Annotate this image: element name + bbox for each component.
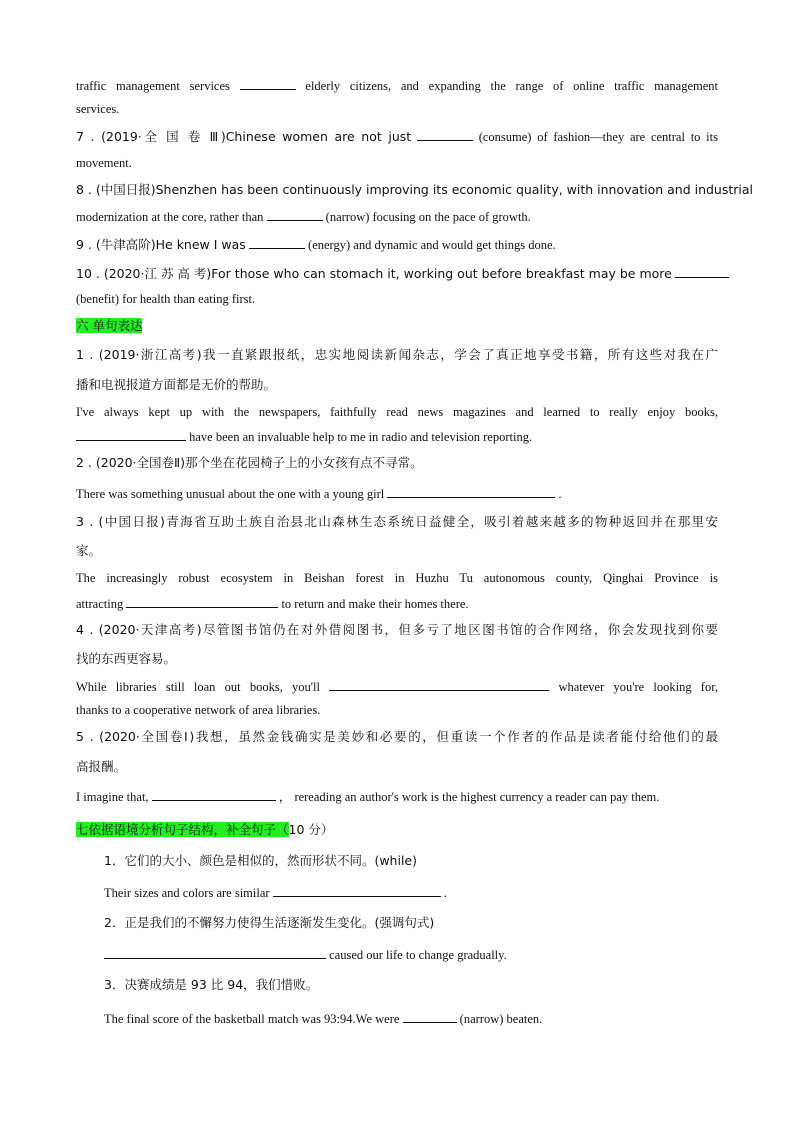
sentence-4-en (76, 678, 718, 695)
text: have been an invaluable help to me in radio and television reporting. (189, 430, 533, 444)
text: modernization at the core, rather than (76, 210, 264, 224)
sentence-2-zh: 2 . (2020·全国卷Ⅱ)那个坐在花园椅子上的小女孩有点不寻常。 (76, 455, 423, 470)
text: There was something unusual about the one with a young girl (76, 487, 385, 501)
text: elderly citizens, and expanding the range of online traffic management (305, 79, 719, 93)
section-6-heading (76, 318, 718, 334)
text: to return and make their homes there. (281, 597, 469, 611)
text: traffic management services (76, 79, 230, 93)
task-3-en (104, 1010, 718, 1027)
line-2: services. (76, 102, 120, 116)
answer-blank[interactable] (152, 788, 276, 801)
text: ， (278, 790, 292, 804)
answer-blank[interactable] (403, 1010, 457, 1023)
answer-blank[interactable] (329, 678, 549, 691)
sentence-4-zh: 4 . (2020·天津高考)尽管图书馆仍在对外借阅图书，但多亏了地区图书馆的合作网络，你会发现找到你要 (76, 622, 718, 637)
text: . (443, 886, 447, 900)
sentence-5-zh-cont: 高报酬。 (76, 759, 127, 774)
task-1-en (104, 884, 718, 901)
text: whatever you're looking for, (558, 680, 719, 694)
text: I imagine that, (76, 790, 149, 804)
answer-blank[interactable] (126, 595, 278, 608)
sentence-5-en (76, 788, 718, 805)
sentence-4-en-cont: thanks to a cooperative network of area libraries. (76, 703, 321, 717)
text: The final score of the basketball match was 93:94.We were (104, 1012, 400, 1026)
sentence-3-en: The increasingly robust ecosystem in Beishan forest in Huzhu Tu autonomous county, Qinghai Province is (76, 571, 718, 585)
section-score: 10 分） (288, 822, 334, 837)
question-10 (76, 265, 718, 282)
sentence-1-en-cont (76, 428, 718, 445)
answer-blank[interactable] (273, 884, 441, 897)
answer-blank[interactable] (76, 428, 186, 441)
sentence-3-zh-cont: 家。 (76, 543, 102, 558)
task-3-zh: 3．决赛成绩是 93 比 94，我们惜败。 (104, 977, 319, 992)
answer-blank[interactable] (417, 128, 473, 141)
task-2-en (104, 946, 718, 963)
answer-blank[interactable] (249, 236, 305, 249)
sentence-5-zh: 5 . (2020·全国卷Ⅰ)我想，虽然金钱确实是美妙和必要的，但重读一个作者的作品是读者能付给他们的最 (76, 729, 718, 744)
text: rereading an author's work is the highest currency a reader can pay them. (294, 790, 660, 804)
sentence-2-en (76, 485, 718, 502)
answer-blank[interactable] (387, 485, 555, 498)
sentence-1-zh: 1 . (2019·浙江高考)我一直紧跟报纸，忠实地阅读新闻杂志，学会了真正地享受书籍，所有这些对我在广 (76, 347, 718, 362)
answer-blank[interactable] (267, 208, 323, 221)
question-7-cont: movement. (76, 156, 132, 170)
text: . (558, 487, 562, 501)
line-1 (76, 77, 718, 94)
answer-blank[interactable] (675, 265, 729, 278)
sentence-4-zh-cont: 找的东西更容易。 (76, 651, 177, 666)
sentence-1-zh-cont: 播和电视报道方面都是无价的帮助。 (76, 377, 277, 392)
text: 7 . (2019·全 国 卷 Ⅲ)Chinese women are not just (76, 129, 412, 144)
text: (consume) of fashion—they are central to its (478, 130, 718, 144)
question-8: 8 . (中国日报)Shenzhen has been continuously improving its economic quality, with innovation and industrial (76, 182, 754, 197)
section-title: 六 单句表达 (76, 318, 143, 333)
task-2-zh: 2．正是我们的不懈努力使得生活逐渐发生变化。(强调句式) (104, 915, 435, 930)
section-7-heading (76, 822, 718, 838)
section-title: 七依据语境分析句子结构，补全句子（ (76, 822, 289, 837)
text: caused our life to change gradually. (329, 948, 507, 962)
sentence-3-zh: 3 . (中国日报)青海省互助土族自治县北山森林生态系统日益健全，吸引着越来越多的物种返回并在那里安 (76, 514, 718, 529)
question-7 (76, 128, 718, 145)
question-8-cont (76, 208, 718, 225)
sentence-3-en-cont (76, 595, 718, 612)
text: While libraries still loan out books, you'll (76, 680, 320, 694)
task-1-zh: 1．它们的大小、颜色是相似的，然而形状不同。(while) (104, 853, 417, 868)
answer-blank[interactable] (240, 77, 296, 90)
question-9 (76, 236, 718, 253)
answer-blank[interactable] (104, 946, 326, 959)
text: attracting (76, 597, 124, 611)
text: Their sizes and colors are similar (104, 886, 270, 900)
text: (narrow) focusing on the pace of growth. (325, 210, 531, 224)
question-10-cont: (benefit) for health than eating first. (76, 292, 256, 306)
sentence-1-en: I've always kept up with the newspapers, faithfully read news magazines and learned to really enjoy books, (76, 405, 718, 419)
text: 9 . (牛津高阶)He knew I was (76, 237, 246, 252)
text: 10 . (2020·江 苏 高 考)For those who can stomach it, working out before breakfast may be more (76, 266, 672, 281)
text: (narrow) beaten. (459, 1012, 543, 1026)
text: (energy) and dynamic and would get things done. (308, 238, 556, 252)
